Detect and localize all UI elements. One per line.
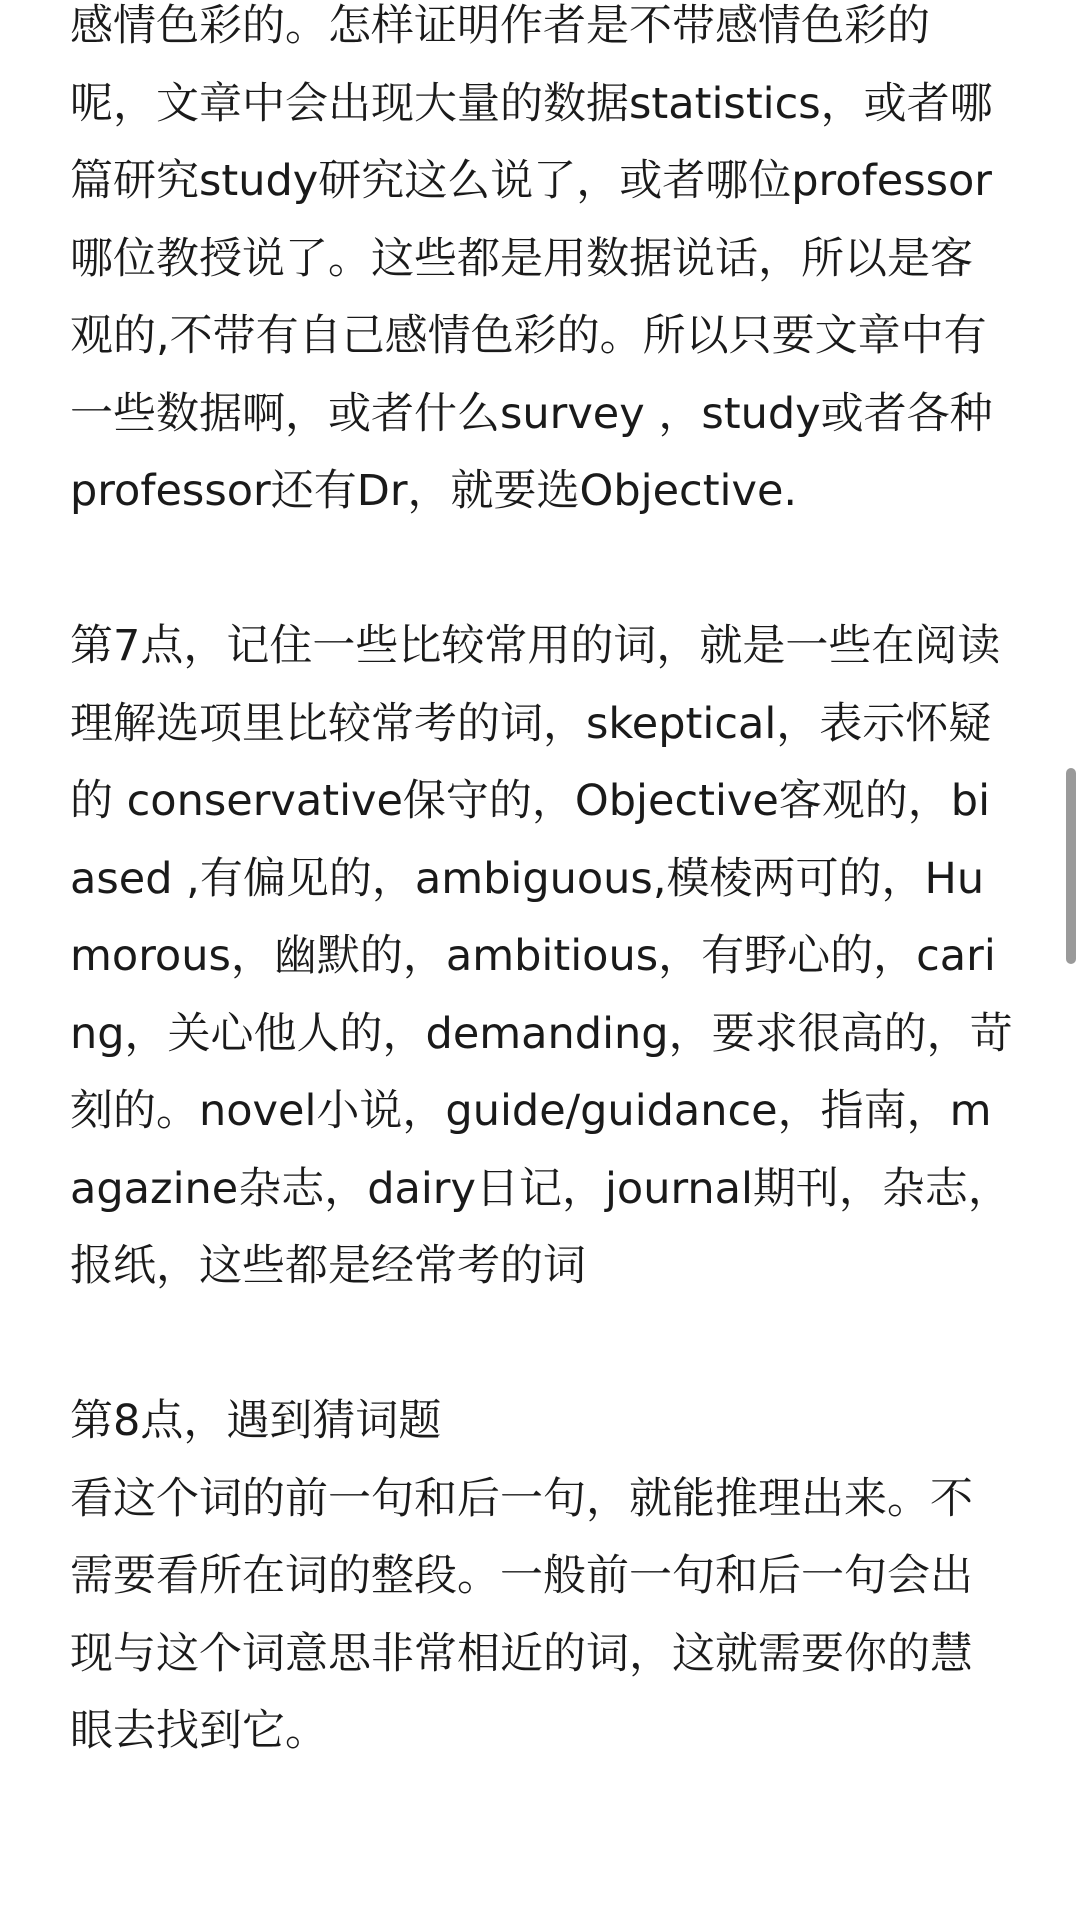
vertical-scrollbar[interactable] (1066, 768, 1076, 964)
article-body (70, 0, 1014, 1771)
paragraph-point-8-heading: 第8点，遇到猜词题 (70, 1396, 442, 1446)
paragraph-point-7: 第7点，记住一些比较常用的词，就是一些在阅读理解选项里比较常考的词，skeptical，表示怀疑的 conservative保守的，Objective客观的，biased ,有偏见的，ambiguous,模棱两可的，Humorous，幽默的，ambitious，有野心的，caring，关心他人的，demanding，要求很高的，苛刻的。novel小说，guide/guidance，指南，magazine杂志，dairy日记，journal期刊，杂志，报纸，这些都是经常考的词 (70, 621, 1013, 1291)
paragraph-gap (70, 1306, 1014, 1384)
paragraph-point-8-body: 看这个词的前一句和后一句，就能推理出来。不需要看所在词的整段。一般前一句和后一句会出现与这个词意思非常相近的词，这就需要你的慧眼去找到它。 (70, 1473, 973, 1756)
paragraph-objective: 感情色彩的。怎样证明作者是不带感情色彩的呢，文章中会出现大量的数据statistics，或者哪篇研究study研究这么说了，或者哪位professor哪位教授说了。这些都是用数据说话，所以是客观的,不带有自己感情色彩的。所以只要文章中有一些数据啊，或者什么survey ，study或者各种professor还有Dr，就要选Objective. (70, 1, 993, 516)
paragraph-gap (70, 531, 1014, 609)
